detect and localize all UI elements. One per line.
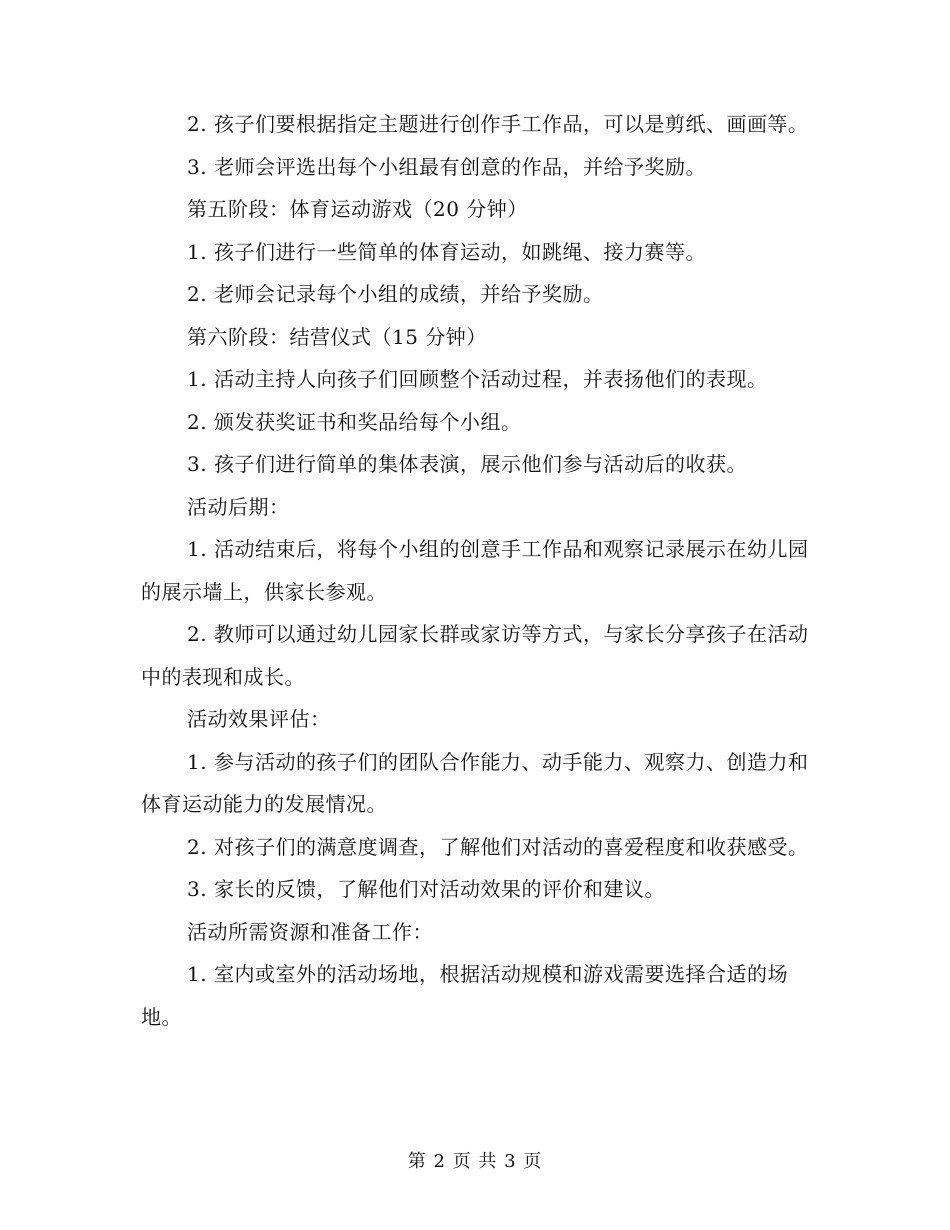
section-heading: 活动效果评估： (187, 707, 331, 731)
paragraph: 3. 孩子们进行简单的集体表演，展示他们参与活动后的收获。 (187, 452, 747, 476)
section-heading: 活动所需资源和准备工作： (187, 919, 433, 944)
paragraph: 2. 孩子们要根据指定主题进行创作手工作品，可以是剪纸、画画等。 (187, 112, 809, 136)
section-heading: 活动后期： (187, 494, 290, 519)
section-heading: 第六阶段：结营仪式（15 分钟） (187, 324, 487, 349)
paragraph: 2. 老师会记录每个小组的成绩，并给予奖励。 (187, 282, 604, 306)
paragraph: 2. 教师可以通过幼儿园家长群或家访等方式，与家长分享孩子在活动中的表现和成长。 (141, 622, 809, 689)
paragraph: 1. 孩子们进行一些简单的体育运动，如跳绳、接力赛等。 (187, 239, 706, 264)
paragraph: 2. 颁发获奖证书和奖品给每个小组。 (187, 409, 522, 434)
page-number-footer: 第 2 页 共 3 页 (407, 1151, 543, 1172)
paragraph: 1. 活动结束后，将每个小组的创意手工作品和观察记录展示在幼儿园的展示墙上，供家长参观。 (141, 537, 809, 604)
paragraph: 2. 对孩子们的满意度调查，了解他们对活动的喜爱程度和收获感受。 (187, 834, 809, 859)
paragraph: 3. 老师会评选出每个小组最有创意的作品，并给予奖励。 (187, 154, 706, 179)
paragraph: 1. 活动主持人向孩子们回顾整个活动过程，并表扬他们的表现。 (187, 367, 768, 391)
paragraph: 1. 室内或室外的活动场地，根据活动规模和游戏需要选择合适的场地。 (141, 962, 788, 1029)
paragraph: 3. 家长的反馈，了解他们对活动效果的评价和建议。 (187, 877, 665, 901)
paragraph: 1. 参与活动的孩子们的团队合作能力、动手能力、观察力、创造力和体育运动能力的发展情况。 (141, 749, 809, 816)
document-body (141, 103, 809, 1038)
section-heading: 第五阶段：体育运动游戏（20 分钟） (187, 197, 528, 221)
